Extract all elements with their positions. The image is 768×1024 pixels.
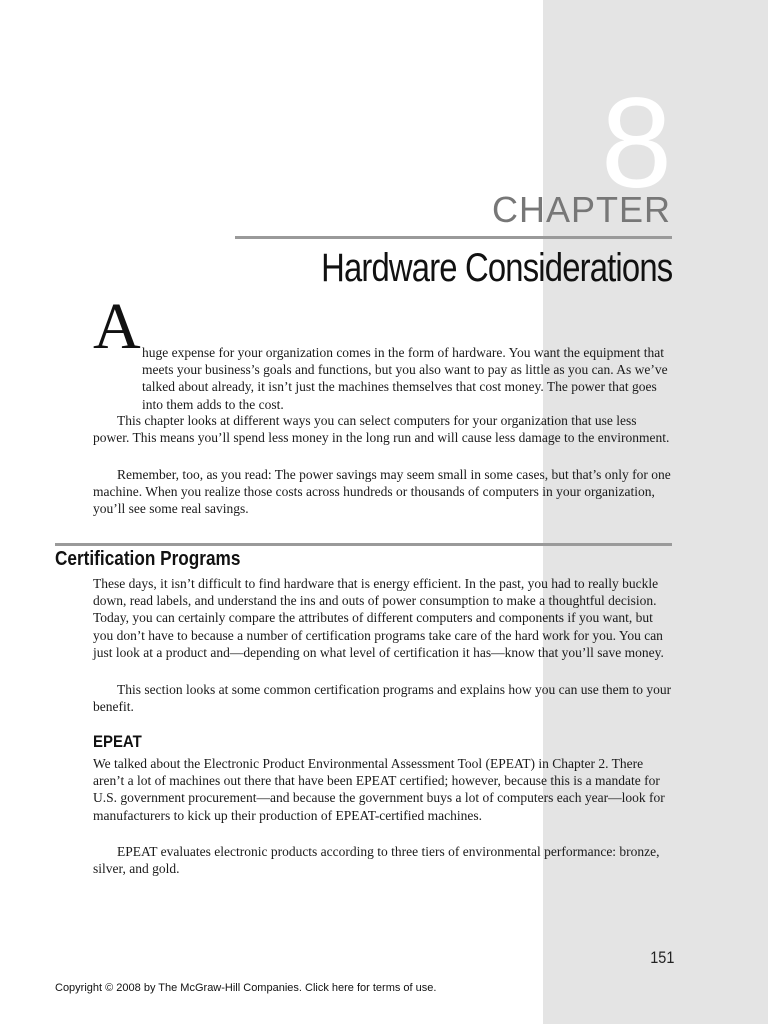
chapter-title: Hardware Considerations [320,246,672,290]
certification-paragraph-1: These days, it isn’t difficult to find hardware that is energy efficient. In the past, you had to really buckle down, read labels, and understand the ins and outs of power consumption to make a thoughtful decision. Today, you can certainly compare the attributes of different computers and components if you want, but you don’t have to because a number of certification programs take care of the hard work for you. You can just look at a product and—depending on what level of certification it has—know that you’ll save money. [93,576,664,660]
section-divider [55,543,672,546]
copyright-notice [55,982,436,994]
certification-paragraph-2: This section looks at some common certification programs and explains how you can use them to your benefit. [93,682,672,715]
chapter-divider [235,236,672,239]
chapter-number: 8 [600,72,672,215]
intro-paragraph-1-text: huge expense for your organization comes in the form of hardware. You want the equipment that meets your business’s goals and functions, but you also want to pay as little as you can. As we’ve talked about already, it isn’t just the machines themselves that cost money. The power that goes into them adds to the cost. [142,345,668,412]
epeat-paragraph-2: EPEAT evaluates electronic products according to three tiers of environmental performance: bronze, silver, and gold. [93,844,660,877]
drop-cap: A [93,290,141,363]
intro-paragraph-3: Remember, too, as you read: The power savings may seem small in some cases, but that’s only for one machine. When you realize those costs across hundreds or thousands of computers in your organization, you’ll see some real savings. [93,467,671,517]
intro-paragraph-1 [93,290,673,413]
intro-section [93,290,673,413]
epeat-paragraph-1: We talked about the Electronic Product Environmental Assessment Tool (EPEAT) in Chapter 2. There aren’t a lot of machines out there that have been EPEAT certified; however, because this is a mandate for U.S. government procurement—and because the government buys a lot of computers each year—look for manufacturers to kick up their production of EPEAT-certified machines. [93,756,665,823]
page-number: 151 [649,948,674,967]
intro-paragraph-2: This chapter looks at different ways you can select computers for your organization that use less power. This means you’ll spend less money in the long run and will cause less damage to the environment. [93,413,670,446]
chapter-label: CHAPTER [491,189,671,230]
subsection-heading-epeat: EPEAT [93,732,142,751]
terms-of-use-link[interactable]: Copyright © 2008 by The McGraw-Hill Companies. Click here for terms of use. [55,982,437,994]
section-heading-certification: Certification Programs [55,548,241,570]
